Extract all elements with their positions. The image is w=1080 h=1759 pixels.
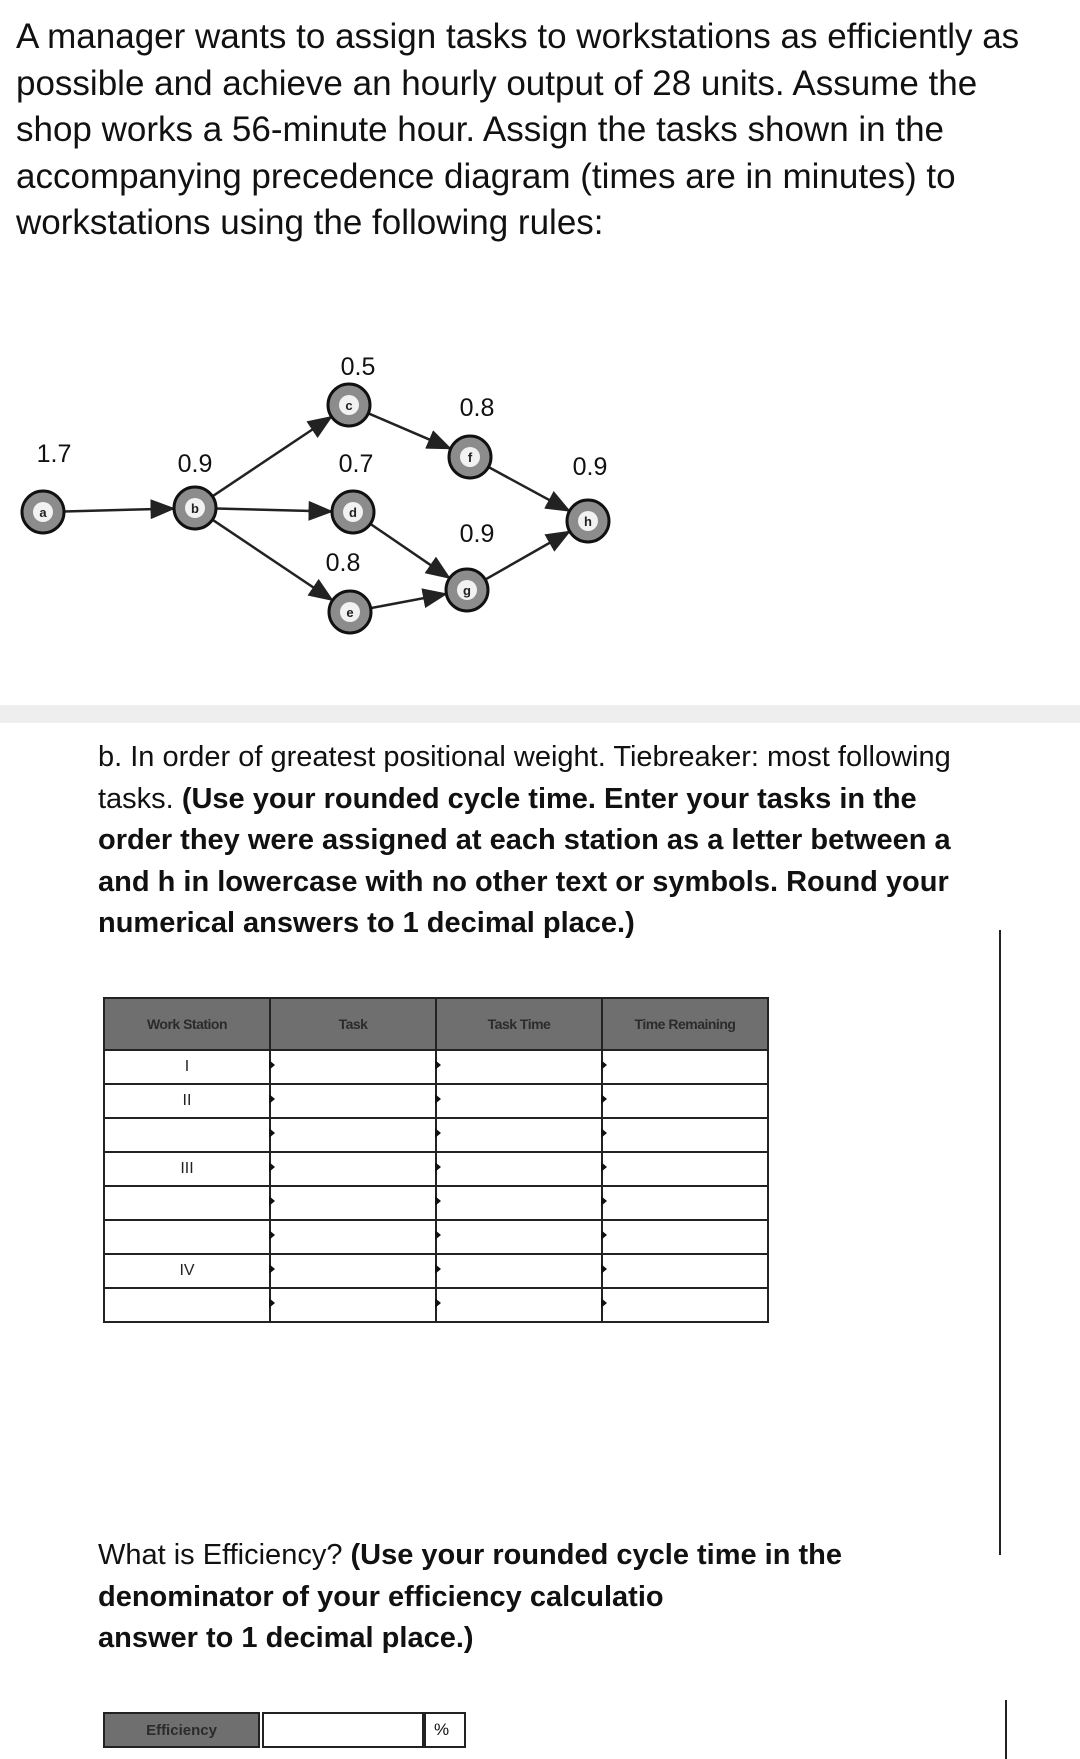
edge-a-b (64, 509, 173, 512)
work-station-cell (104, 1288, 270, 1322)
node-time-label: 0.7 (338, 450, 374, 478)
cell-marker-icon (269, 1196, 275, 1206)
cell-marker-icon (435, 1196, 441, 1206)
efficiency-question-bold: (Use your rounded cycle time in the denominator of your efficiency calculatio (98, 1539, 843, 1613)
time-remaining-cell (602, 1050, 768, 1084)
task-time-input[interactable] (437, 1187, 601, 1219)
table-row (104, 1220, 768, 1254)
time-remaining-input[interactable] (603, 1051, 767, 1083)
time-remaining-input[interactable] (603, 1221, 767, 1253)
task-node-e (326, 549, 371, 633)
node-id-label: b (191, 501, 199, 516)
precedence-edges (64, 413, 569, 608)
table-row (104, 1152, 768, 1186)
task-node-f (449, 394, 494, 478)
work-station-cell (104, 1220, 270, 1254)
task-input[interactable] (271, 1051, 435, 1083)
time-remaining-input[interactable] (603, 1187, 767, 1219)
precedence-nodes (22, 353, 609, 633)
task-cell (270, 1186, 436, 1220)
task-time-input[interactable] (437, 1119, 601, 1151)
task-time-cell (436, 1152, 602, 1186)
efficiency-question-bold-2: answer to 1 decimal place.) (98, 1622, 474, 1655)
cell-marker-icon (269, 1162, 275, 1172)
time-remaining-cell (602, 1288, 768, 1322)
task-node-c (328, 353, 375, 426)
node-id-label: h (584, 514, 592, 529)
task-time-cell (436, 1050, 602, 1084)
header-task: Task (270, 998, 436, 1050)
task-time-input[interactable] (437, 1153, 601, 1185)
cell-marker-icon (601, 1298, 607, 1308)
time-remaining-cell (602, 1118, 768, 1152)
table-row (104, 1084, 768, 1118)
task-input[interactable] (271, 1255, 435, 1287)
work-station-cell: II (104, 1084, 270, 1118)
cell-marker-icon (601, 1060, 607, 1070)
edge-c-f (368, 413, 449, 448)
cell-marker-icon (601, 1094, 607, 1104)
cell-marker-icon (269, 1128, 275, 1138)
cell-marker-icon (435, 1298, 441, 1308)
right-margin-rule-lower (1005, 1700, 1007, 1759)
task-node-b (174, 450, 216, 529)
cell-marker-icon (601, 1230, 607, 1240)
work-station-cell: I (104, 1050, 270, 1084)
edge-b-e (212, 520, 331, 600)
node-time-label: 0.8 (459, 394, 495, 422)
header-work-station: Work Station (104, 998, 270, 1050)
cell-marker-icon (601, 1264, 607, 1274)
node-time-label: 0.8 (325, 549, 361, 577)
cell-marker-icon (435, 1128, 441, 1138)
time-remaining-input[interactable] (603, 1085, 767, 1117)
cell-marker-icon (435, 1094, 441, 1104)
task-cell (270, 1118, 436, 1152)
cell-marker-icon (601, 1128, 607, 1138)
part-b-instructions-bold: (Use your rounded cycle time. Enter your tasks in the order they were assigned at each station as a letter between a and h in lowercase with no other text or symbols. Round your numerical answers to 1 decimal place.) (98, 782, 951, 940)
cell-marker-icon (269, 1060, 275, 1070)
task-input[interactable] (271, 1289, 435, 1321)
time-remaining-cell (602, 1220, 768, 1254)
task-node-g (446, 520, 494, 611)
cell-marker-icon (601, 1162, 607, 1172)
task-cell (270, 1288, 436, 1322)
task-node-h (567, 453, 609, 542)
cell-marker-icon (435, 1060, 441, 1070)
task-node-d (332, 450, 374, 533)
node-time-label: 0.9 (177, 450, 213, 478)
workstation-table (103, 997, 769, 1323)
cell-marker-icon (269, 1230, 275, 1240)
problem-statement: A manager wants to assign tasks to workstations as efficiently as possible and achieve an hourly output of 28 units. Assume the shop works a 56-minute hour. Assign the tasks shown in the accompanying precedence diagram (times are in minutes) to workstations using the following rules: (16, 17, 1020, 243)
node-time-label: 0.5 (340, 353, 376, 381)
table-row (104, 1254, 768, 1288)
task-time-input[interactable] (437, 1051, 601, 1083)
time-remaining-cell (602, 1186, 768, 1220)
task-input[interactable] (271, 1153, 435, 1185)
time-remaining-cell (602, 1152, 768, 1186)
efficiency-input[interactable] (262, 1712, 424, 1748)
part-b-instructions (98, 737, 998, 945)
section-divider (0, 705, 1080, 723)
task-time-input[interactable] (437, 1085, 601, 1117)
edge-b-d (216, 509, 331, 512)
work-station-cell (104, 1186, 270, 1220)
header-time-remaining: Time Remaining (602, 998, 768, 1050)
edge-b-c (212, 417, 330, 496)
table-row (104, 1288, 768, 1322)
efficiency-question-lead: What is Efficiency? (98, 1539, 351, 1571)
task-time-cell (436, 1254, 602, 1288)
task-input[interactable] (271, 1085, 435, 1117)
node-time-label: 0.9 (459, 520, 495, 548)
task-cell (270, 1050, 436, 1084)
work-station-cell (104, 1118, 270, 1152)
cell-marker-icon (435, 1162, 441, 1172)
task-input[interactable] (271, 1221, 435, 1253)
task-time-cell (436, 1186, 602, 1220)
work-station-cell: IV (104, 1254, 270, 1288)
time-remaining-input[interactable] (603, 1255, 767, 1287)
time-remaining-input[interactable] (603, 1119, 767, 1151)
efficiency-label: Efficiency (103, 1712, 260, 1748)
edge-d-g (370, 524, 449, 578)
cell-marker-icon (269, 1094, 275, 1104)
edge-e-g (371, 594, 446, 608)
node-id-label: c (345, 398, 353, 413)
node-time-label: 1.7 (36, 440, 72, 468)
task-time-input[interactable] (437, 1221, 601, 1253)
task-node-a (22, 440, 71, 533)
task-cell (270, 1220, 436, 1254)
task-time-cell (436, 1118, 602, 1152)
table-header-row (104, 998, 768, 1050)
node-id-label: e (346, 605, 354, 620)
part-b-lead: b. In order of greatest positional weight. Tiebreaker: most following tasks. (98, 741, 951, 815)
time-remaining-input[interactable] (603, 1289, 767, 1321)
task-time-input[interactable] (437, 1289, 601, 1321)
task-time-cell (436, 1288, 602, 1322)
edge-g-h (485, 532, 569, 580)
edge-f-h (488, 467, 568, 510)
table-row (104, 1118, 768, 1152)
cropped-overlay (750, 1585, 1000, 1627)
time-remaining-cell (602, 1084, 768, 1118)
task-time-input[interactable] (437, 1255, 601, 1287)
task-cell (270, 1084, 436, 1118)
header-task-time: Task Time (436, 998, 602, 1050)
task-input[interactable] (271, 1119, 435, 1151)
percent-unit: % (424, 1712, 466, 1748)
node-id-label: f (467, 450, 473, 465)
cell-marker-icon (435, 1230, 441, 1240)
task-time-cell (436, 1220, 602, 1254)
work-station-cell: III (104, 1152, 270, 1186)
table-row (104, 1186, 768, 1220)
right-margin-rule (999, 930, 1001, 1555)
task-time-cell (436, 1084, 602, 1118)
cell-marker-icon (435, 1264, 441, 1274)
node-id-label: a (39, 505, 47, 520)
node-id-label: d (349, 505, 357, 520)
task-cell (270, 1152, 436, 1186)
cell-marker-icon (269, 1298, 275, 1308)
table-row (104, 1050, 768, 1084)
cell-marker-icon (269, 1264, 275, 1274)
task-cell (270, 1254, 436, 1288)
node-id-label: g (463, 583, 471, 598)
time-remaining-input[interactable] (603, 1153, 767, 1185)
node-time-label: 0.9 (572, 453, 608, 481)
task-input[interactable] (271, 1187, 435, 1219)
cell-marker-icon (601, 1196, 607, 1206)
time-remaining-cell (602, 1254, 768, 1288)
precedence-diagram (0, 330, 700, 660)
